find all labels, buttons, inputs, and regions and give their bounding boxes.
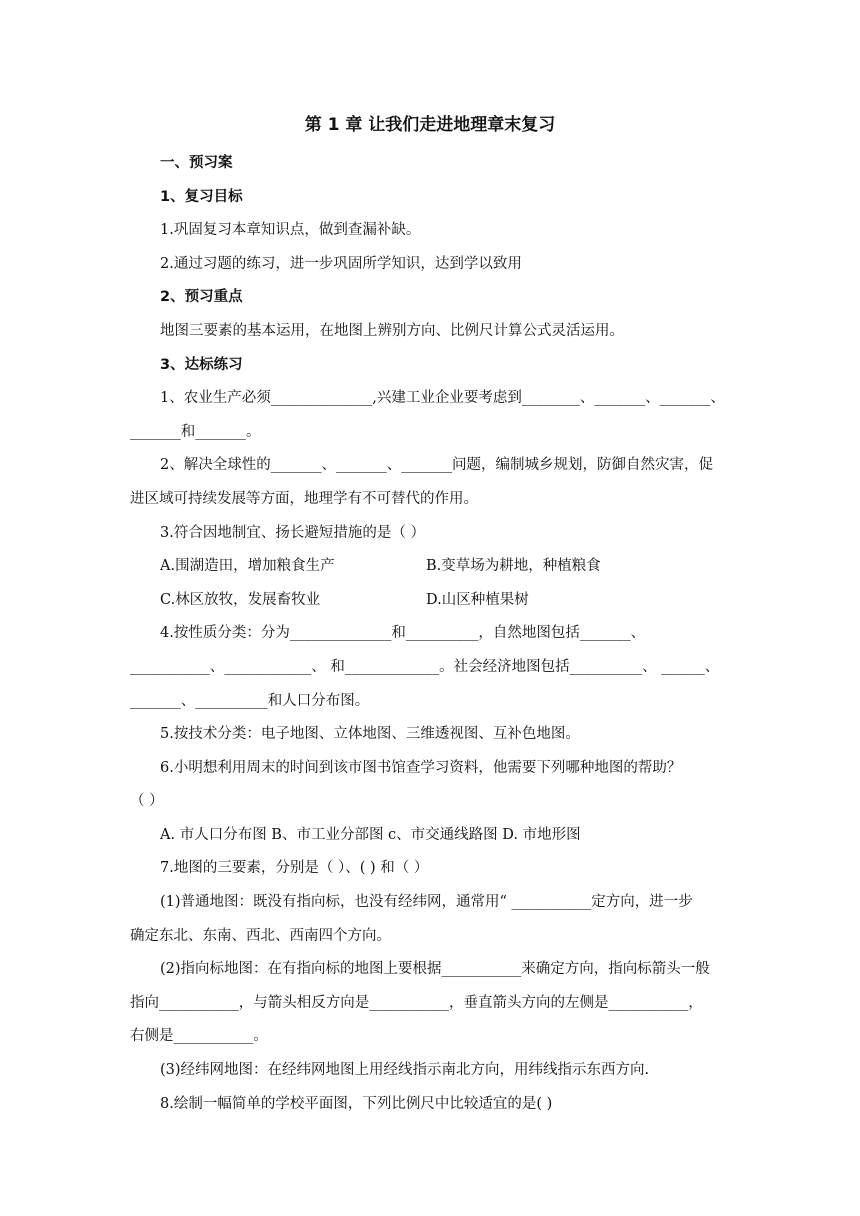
question-line: 指向___________，与箭头相反方向是___________，垂直箭头方向的左侧是___________， (130, 994, 703, 1011)
question-line: 进区域可持续发展等方面，地理学有不可替代的作用。 (130, 490, 478, 507)
paragraph: 地图三要素的基本运用，在地图上辨别方向、比例尺计算公式灵活运用。 (160, 322, 624, 339)
subsection-heading: 3、达标练习 (160, 356, 243, 373)
question-line: 8.绘制一幅简单的学校平面图，下列比例尺中比较适宜的是( ) (160, 1095, 553, 1112)
question-line: 确定东北、东南、西北、西南四个方向。 (130, 927, 391, 944)
option-row (130, 550, 730, 584)
question-line: (3)经纬网地图：在经纬网地图上用经线指示南北方向，用纬线指示东西方向. (160, 1062, 650, 1079)
question-line: （ ） (130, 793, 164, 810)
option-b: B.变草场为耕地，种植粮食 (426, 558, 601, 575)
question-line: _______、__________和人口分布图。 (130, 692, 370, 709)
option-a: A.围湖造田，增加粮食生产 (160, 558, 335, 575)
question-line: (1)普通地图：既没有指向标，也没有经纬网，通常用“ ___________定方向，进一步 (160, 894, 693, 911)
paragraph: 1.巩固复习本章知识点，做到查漏补缺。 (160, 222, 421, 239)
subsection-heading: 2、预习重点 (160, 289, 243, 306)
paragraph: 2.通过习题的练习，进一步巩固所学知识，达到学以致用 (160, 255, 522, 272)
option-d: D.山区种植果树 (426, 591, 529, 608)
question-line: 1、农业生产必须______________,兴建工业企业要考虑到________、_______、_______、 (160, 390, 725, 407)
question-line: 4.按性质分类：分为______________和__________，自然地图包括_______、 (160, 625, 646, 642)
question-line: 5.按技术分类：电子地图、立体地图、三维透视图、互补色地图。 (160, 726, 580, 743)
question-line: A. 市人口分布图 B、市工业分部图 c、市交通线路图 D. 市地形图 (160, 826, 581, 843)
question-line: 3.符合因地制宜、扬长避短措施的是（ ） (160, 524, 425, 541)
section-heading: 一、预习案 (160, 155, 233, 171)
question-line: 7.地图的三要素，分别是（ ）、( ) 和（ ） (160, 860, 429, 877)
question-line: (2)指向标地图：在有指向标的地图上要根据___________来确定方向，指向标箭头一般 (160, 961, 710, 978)
document-body (130, 147, 730, 1121)
page-title: 第 1 章 让我们走进地理章末复习 (304, 115, 556, 135)
option-row (130, 584, 730, 618)
question-line: ___________、____________、 和_____________。社会经济地图包括__________、 ______、 (130, 658, 720, 675)
question-line: 2、解决全球性的_______、_______、_______问题，编制城乡规划，防御自然灾害，促 (160, 457, 713, 474)
question-line: 6.小明想利用周末的时间到该市图书馆查学习资料，他需要下列哪种地图的帮助？ (160, 759, 682, 776)
question-line: _______和_______。 (130, 423, 261, 440)
subsection-heading: 1、复习目标 (160, 188, 243, 205)
question-line: 右侧是___________。 (130, 1028, 268, 1045)
option-c: C.林区放牧，发展畜牧业 (160, 591, 321, 608)
